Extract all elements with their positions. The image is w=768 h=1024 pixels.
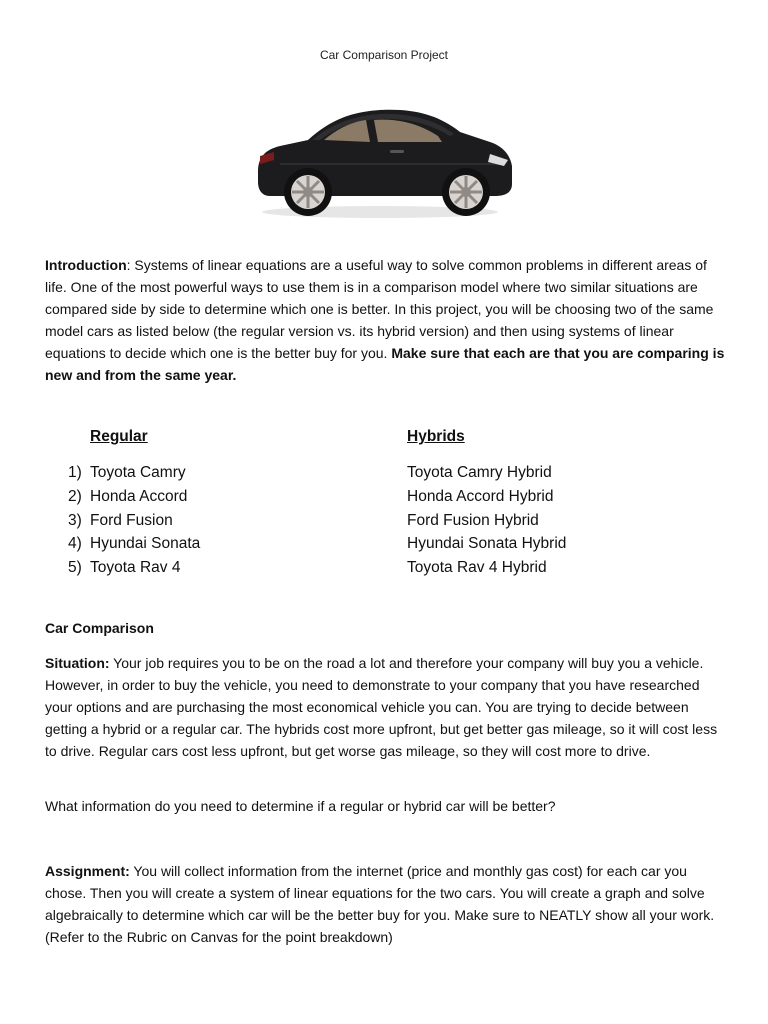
list-item: Honda Accord Hybrid <box>407 487 554 505</box>
introduction-text: : Systems of linear equations are a useful way to solve common problems in different areas of life. One of the most powerful ways to use them is in a comparison model where two similar situations are compared side by side to determine which one is better. In this project, you will be choosing two of the same model cars as listed below (the regular version vs. its hybrid version) and then using systems of linear equations to decide which one is the better buy for you. <box>45 257 714 361</box>
list-item <box>68 509 200 533</box>
list-number: 4) <box>68 535 82 553</box>
list-item: Toyota Rav 4 Hybrid <box>407 559 547 577</box>
car-name: Hyundai Sonata <box>90 535 201 553</box>
hybrids-header: Hybrids <box>407 428 465 445</box>
document-title: Car Comparison Project <box>319 48 449 62</box>
introduction-label: Introduction <box>45 257 127 273</box>
introduction-paragraph <box>45 254 725 386</box>
list-item <box>68 461 200 485</box>
situation-label: Situation: <box>45 655 110 671</box>
list-item: Ford Fusion Hybrid <box>407 511 539 529</box>
car-name: Toyota Rav 4 <box>90 559 181 577</box>
assignment-paragraph <box>45 860 725 948</box>
assignment-text: You will collect information from the internet (price and monthly gas cost) for each car you chose. Then you will create a system of linear equations for the two cars. You will create a graph and solve algebraically to determine which car will be the better buy for you. Make sure to NEATLY show all your work. (Refer to the Rubric on Canvas for the point breakdown) <box>45 863 715 945</box>
rear-wheel <box>284 168 332 216</box>
situation-text: Your job requires you to be on the road a lot and therefore your company will buy you a vehicle. However, in order to buy the vehicle, you need to demonstrate to your company that you have researched your options and are purchasing the most economical vehicle you can. You are trying to decide between getting a hybrid or a regular car. The hybrids cost more upfront, but get better gas mileage, so it will cost less to drive. Regular cars cost less upfront, but get worse gas mileage, so they will cost more to drive. <box>45 655 718 759</box>
regular-car-list <box>68 461 200 580</box>
regular-header: Regular <box>90 428 148 445</box>
hybrid-car-list <box>407 461 566 580</box>
car-illustration <box>240 80 530 230</box>
list-item: Toyota Camry Hybrid <box>407 464 552 481</box>
list-item <box>68 485 200 509</box>
car-name: Toyota Camry <box>90 464 186 481</box>
car-comparison-heading: Car Comparison <box>45 620 154 636</box>
car-image <box>240 80 530 230</box>
front-wheel <box>442 168 490 216</box>
assignment-label: Assignment: <box>45 863 130 879</box>
list-item <box>68 532 200 556</box>
situation-paragraph <box>45 652 725 762</box>
introduction-emphasis: Make sure that each are that you are comparing is new and from the same year. <box>45 345 725 383</box>
list-item <box>68 556 200 580</box>
list-number: 1) <box>68 464 82 481</box>
car-name: Ford Fusion <box>90 511 173 529</box>
list-number: 2) <box>68 487 82 505</box>
question-paragraph: What information do you need to determine if a regular or hybrid car will be better? <box>45 798 556 814</box>
list-number: 5) <box>68 559 82 577</box>
list-item: Hyundai Sonata Hybrid <box>407 535 567 553</box>
list-number: 3) <box>68 511 82 529</box>
car-name: Honda Accord <box>90 487 188 505</box>
